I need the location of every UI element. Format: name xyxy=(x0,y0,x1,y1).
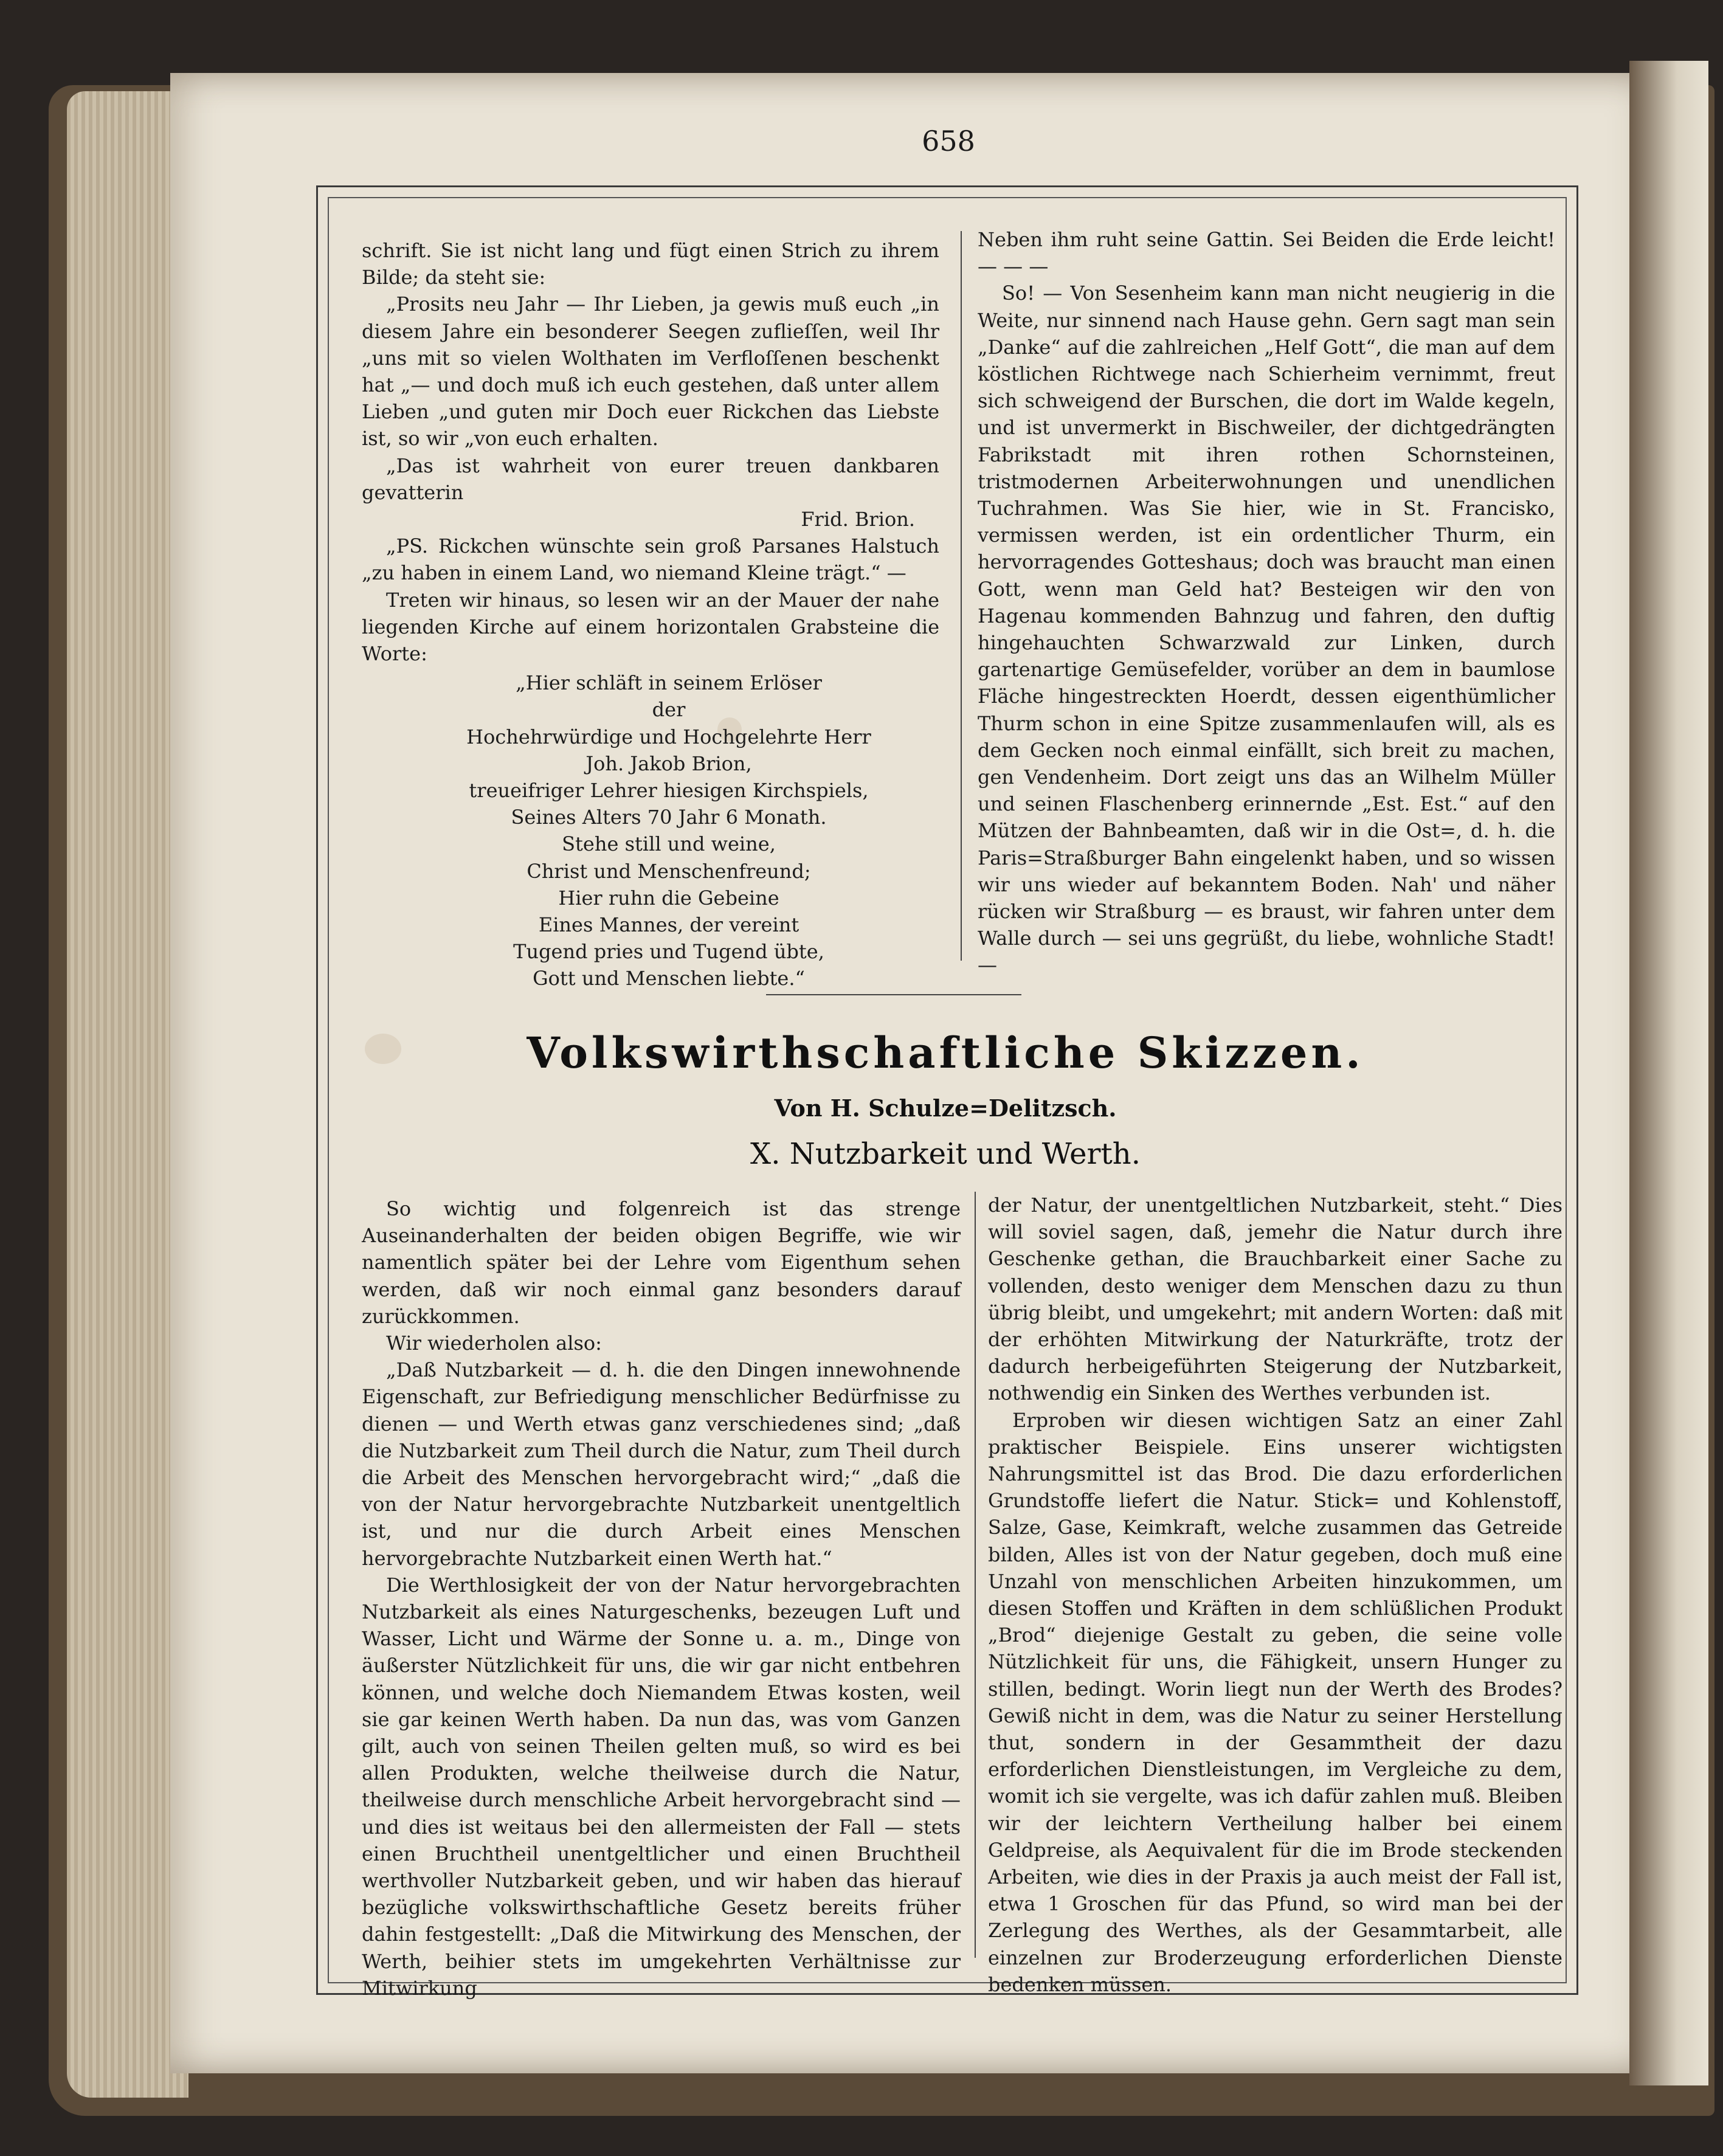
epitaph-line: „Hier schläft in seinem Erlöser xyxy=(516,671,822,695)
article-title: Volkswirthschaftliche Skizzen. xyxy=(527,1028,1364,1078)
paragraph: So! — Von Sesenheim kann man nicht neugierig in die Weite, nur sinnend nach Hause gehn. Gern sagt man sein „Danke“ auf die zahlreichen „Helf Gott“, die man auf dem köstlichen Richtwege nach Schierheim vernimmt, freut sich schweigend der Burschen, die dort im Walde kegeln, und ist unvermerkt in Bischweiler, der dichtgedrängten Fabrikstadt mit ihren rothen Schornsteinen, tristmodernen Arbeiterwohnungen und unendlichen Tuchrahmen. Was Sie hier, wie in St. Francisko, vermissen werden, ist ein ordentlicher Thurm, ein hervorragendes Gotteshaus; doch was braucht man einen Gott, wenn man Geld hat? Besteigen wir den von Hagenau kommenden Bahnzug und fahren, den duftig hingehauchten Schwarzwald zur Linken, durch gartenartige Gemüsefelder, vorüber an dem in baumlose Fläche hingestreckten Hoerdt, dessen eigenthümlicher Thurm schon in eine Spitze zusammenlaufen will, als es dem Gecken noch einmal einfällt, sich breit zu machen, gen Vendenheim. Dort zeigt uns das an Wilhelm Müller und seinen Flaschenberg erinnernde „Est. Est.“ auf den Mützen der Bahnbeamten, daß wir in die Ost=, d. h. die Paris=Straßburger Bahn eingelenkt haben, und so wissen wir uns wieder auf bekanntem Boden. Nah' und näher rücken wir Straßburg — es braust, wir fahren unter dem Walle durch — sei uns gegrüßt, du liebe, wohnliche Stadt! — xyxy=(978,282,1555,977)
paragraph: Neben ihm ruht seine Gattin. Sei Beiden die Erde leicht! — — — xyxy=(978,228,1555,278)
epitaph-line: der xyxy=(652,698,686,722)
column-rule xyxy=(961,231,962,961)
epitaph-line: treueifriger Lehrer hiesigen Kirchspiels, xyxy=(469,779,869,803)
paragraph: „Prosits neu Jahr — Ihr Lieben, ja gewis muß euch „in diesem Jahre ein besonderer Seegen zuflieſſen, weil Ihr „uns mit so vielen Wolthaten im Verfloſſenen beschenkt hat „— und doch muß ich euch gestehen, daß unter allem Lieben „und guten mir Doch euer Rickchen das Liebste ist, so wir „von euch erhalten. xyxy=(362,292,939,451)
epitaph xyxy=(362,669,939,992)
paragraph: „Daß Nutzbarkeit — d. h. die den Dingen innewohnende Eigenschaft, zur Befriedigung menschlicher Bedürfnisse zu dienen — und Werth etwas ganz verschiedenes sind; „daß die Nutzbarkeit zum Theil durch die Natur, zum Theil durch die Arbeit des Menschen hervorgebracht wird;“ „daß die von der Natur hervorgebrachte Nutzbarkeit unentgeltlich ist, und nur die durch Arbeit eines Menschen hervorgebrachte Nutzbarkeit einen Werth hat.“ xyxy=(362,1358,961,1570)
epitaph-line: Hier ruhn die Gebeine xyxy=(558,886,779,910)
article-author: Von H. Schulze=Delitzsch. xyxy=(774,1094,1117,1122)
paragraph: Treten wir hinaus, so lesen wir an der Mauer der nahe liegenden Kirche auf einem horizontalen Grabsteine die Worte: xyxy=(362,588,939,666)
epitaph-line: Christ und Menschenfreund; xyxy=(527,859,811,883)
epitaph-line: Eines Mannes, der vereint xyxy=(538,913,799,937)
paragraph: So wichtig und folgenreich ist das strenge Auseinanderhalten der beiden obigen Begriffe, wie wir namentlich später bei der Lehre vom Eigenthum sehen werden, daß wir noch einmal ganz besonders darauf zurückkommen. xyxy=(362,1197,961,1328)
paragraph: Die Werthlosigkeit der von der Natur hervorgebrachten Nutzbarkeit als eines Naturgeschenks, bezeugen Luft und Wasser, Licht und Wärme der Sonne u. a. m., Dinge von äußerster Nützlichkeit für uns, die wir gar nicht entbehren können, und welche doch Niemandem Etwas kosten, weil sie gar keinen Werth haben. Da nun das, was vom Ganzen gilt, auch von seinen Theilen gelten muß, so wird es bei allen Produkten, welche theilweise durch die Natur, theilweise durch menschliche Arbeit hervorgebracht sind — und dies ist weitaus bei den allermeisten der Fall — stets einen Bruchtheil unentgeltlicher und einen Bruchtheil werthvoller Nutzbarkeit geben, und wir haben das hierauf bezügliche volkswirthschaftliche Gesetz bereits früher dahin festgestellt: „Daß die Mitwirkung des Menschen, der Werth, beihier stets im umgekehrten Verhältnisse zur Mitwirkung xyxy=(362,1573,961,2000)
paragraph: „PS. Rickchen wünschte sein groß Parsanes Halstuch „zu haben in einem Land, wo niemand Kleine trägt.“ — xyxy=(362,534,939,585)
top-right-column xyxy=(978,226,1555,979)
paragraph: Wir wiederholen also: xyxy=(386,1332,602,1355)
signature-line: Frid. Brion. xyxy=(801,508,915,531)
epitaph-line: Stehe still und weine, xyxy=(562,832,776,856)
bottom-left-column xyxy=(362,1195,961,2002)
epitaph-line: Gott und Menschen liebte.“ xyxy=(533,967,805,990)
article-section-heading: X. Nutzbarkeit und Werth. xyxy=(750,1137,1141,1171)
epitaph-line: Joh. Jakob Brion, xyxy=(585,751,752,775)
epitaph-line: Seines Alters 70 Jahr 6 Monath. xyxy=(511,806,827,829)
paragraph: Erproben wir diesen wichtigen Satz an einer Zahl praktischer Beispiele. Eins unserer wichtigsten Nahrungsmittel ist das Brod. Die dazu erforderlichen Grundstoffe liefert die Natur. Stick= und Kohlenstoff, Salze, Gase, Keimkraft, welche zusammen das Getreide bilden, Alles ist von der Natur gegeben, doch muß eine Unzahl von menschlichen Arbeiten hinzukommen, um diesen Stoffen und Kräften in dem schlüßlichen Produkt „Brod“ diejenige Gestalt zu geben, die seine volle Nützlichkeit für uns, die Fähigkeit, unsern Hunger zu stillen, bedingt. Worin liegt nun der Werth des Brodes? Gewiß nicht in dem, was die Natur zu seiner Herstellung thut, sondern in der Gesammtheit der dazu erforderlichen Dienstleistungen, im Vergleiche zu dem, womit ich sie vergelte, was ich dafür zahlen muß. Bleiben wir der leichtern Vertheilung halber bei einem Geldpreise, als Aequivalent für die im Brode steckenden Arbeiten, wie dies in der Praxis ja auch meist der Fall ist, etwa 1 Groschen für das Pfund, so wird man bei der Zerlegung des Werthes, als der Gesammtarbeit, alle einzelnen zur Broderzeugung erforderlichen Dienste bedenken müssen. xyxy=(988,1408,1562,1996)
epitaph-line: Hochehrwürdige und Hochgelehrte Herr xyxy=(466,725,871,748)
paragraph: „Das ist wahrheit von eurer treuen dankbaren gevatterin xyxy=(362,454,939,504)
book-gutter xyxy=(1629,61,1708,2085)
epitaph-line: Tugend pries und Tugend übte, xyxy=(513,940,824,964)
bottom-right-column xyxy=(988,1192,1562,1998)
top-left-column xyxy=(362,237,939,992)
column-rule xyxy=(975,1192,976,1958)
paragraph: der Natur, der unentgeltlichen Nutzbarkeit, steht.“ Dies will soviel sagen, daß, jemehr die Natur durch ihre Geschenke gethan, die Brauchbarkeit einer Sache zu vollenden, desto weniger dem Menschen dazu zu thun übrig bleibt, und umgekehrt; mit andern Worten: daß mit der erhöhten Mitwirkung der Naturkräfte, trotz der dadurch herbeigeführten Steigerung der Nutzbarkeit, nothwendig ein Sinken des Werthes verbunden ist. xyxy=(988,1194,1562,1405)
section-divider xyxy=(766,994,1021,995)
paragraph: schrift. Sie ist nicht lang und fügt einen Strich zu ihrem Bilde; da steht sie: xyxy=(362,239,939,289)
page-number: 658 xyxy=(922,125,975,157)
